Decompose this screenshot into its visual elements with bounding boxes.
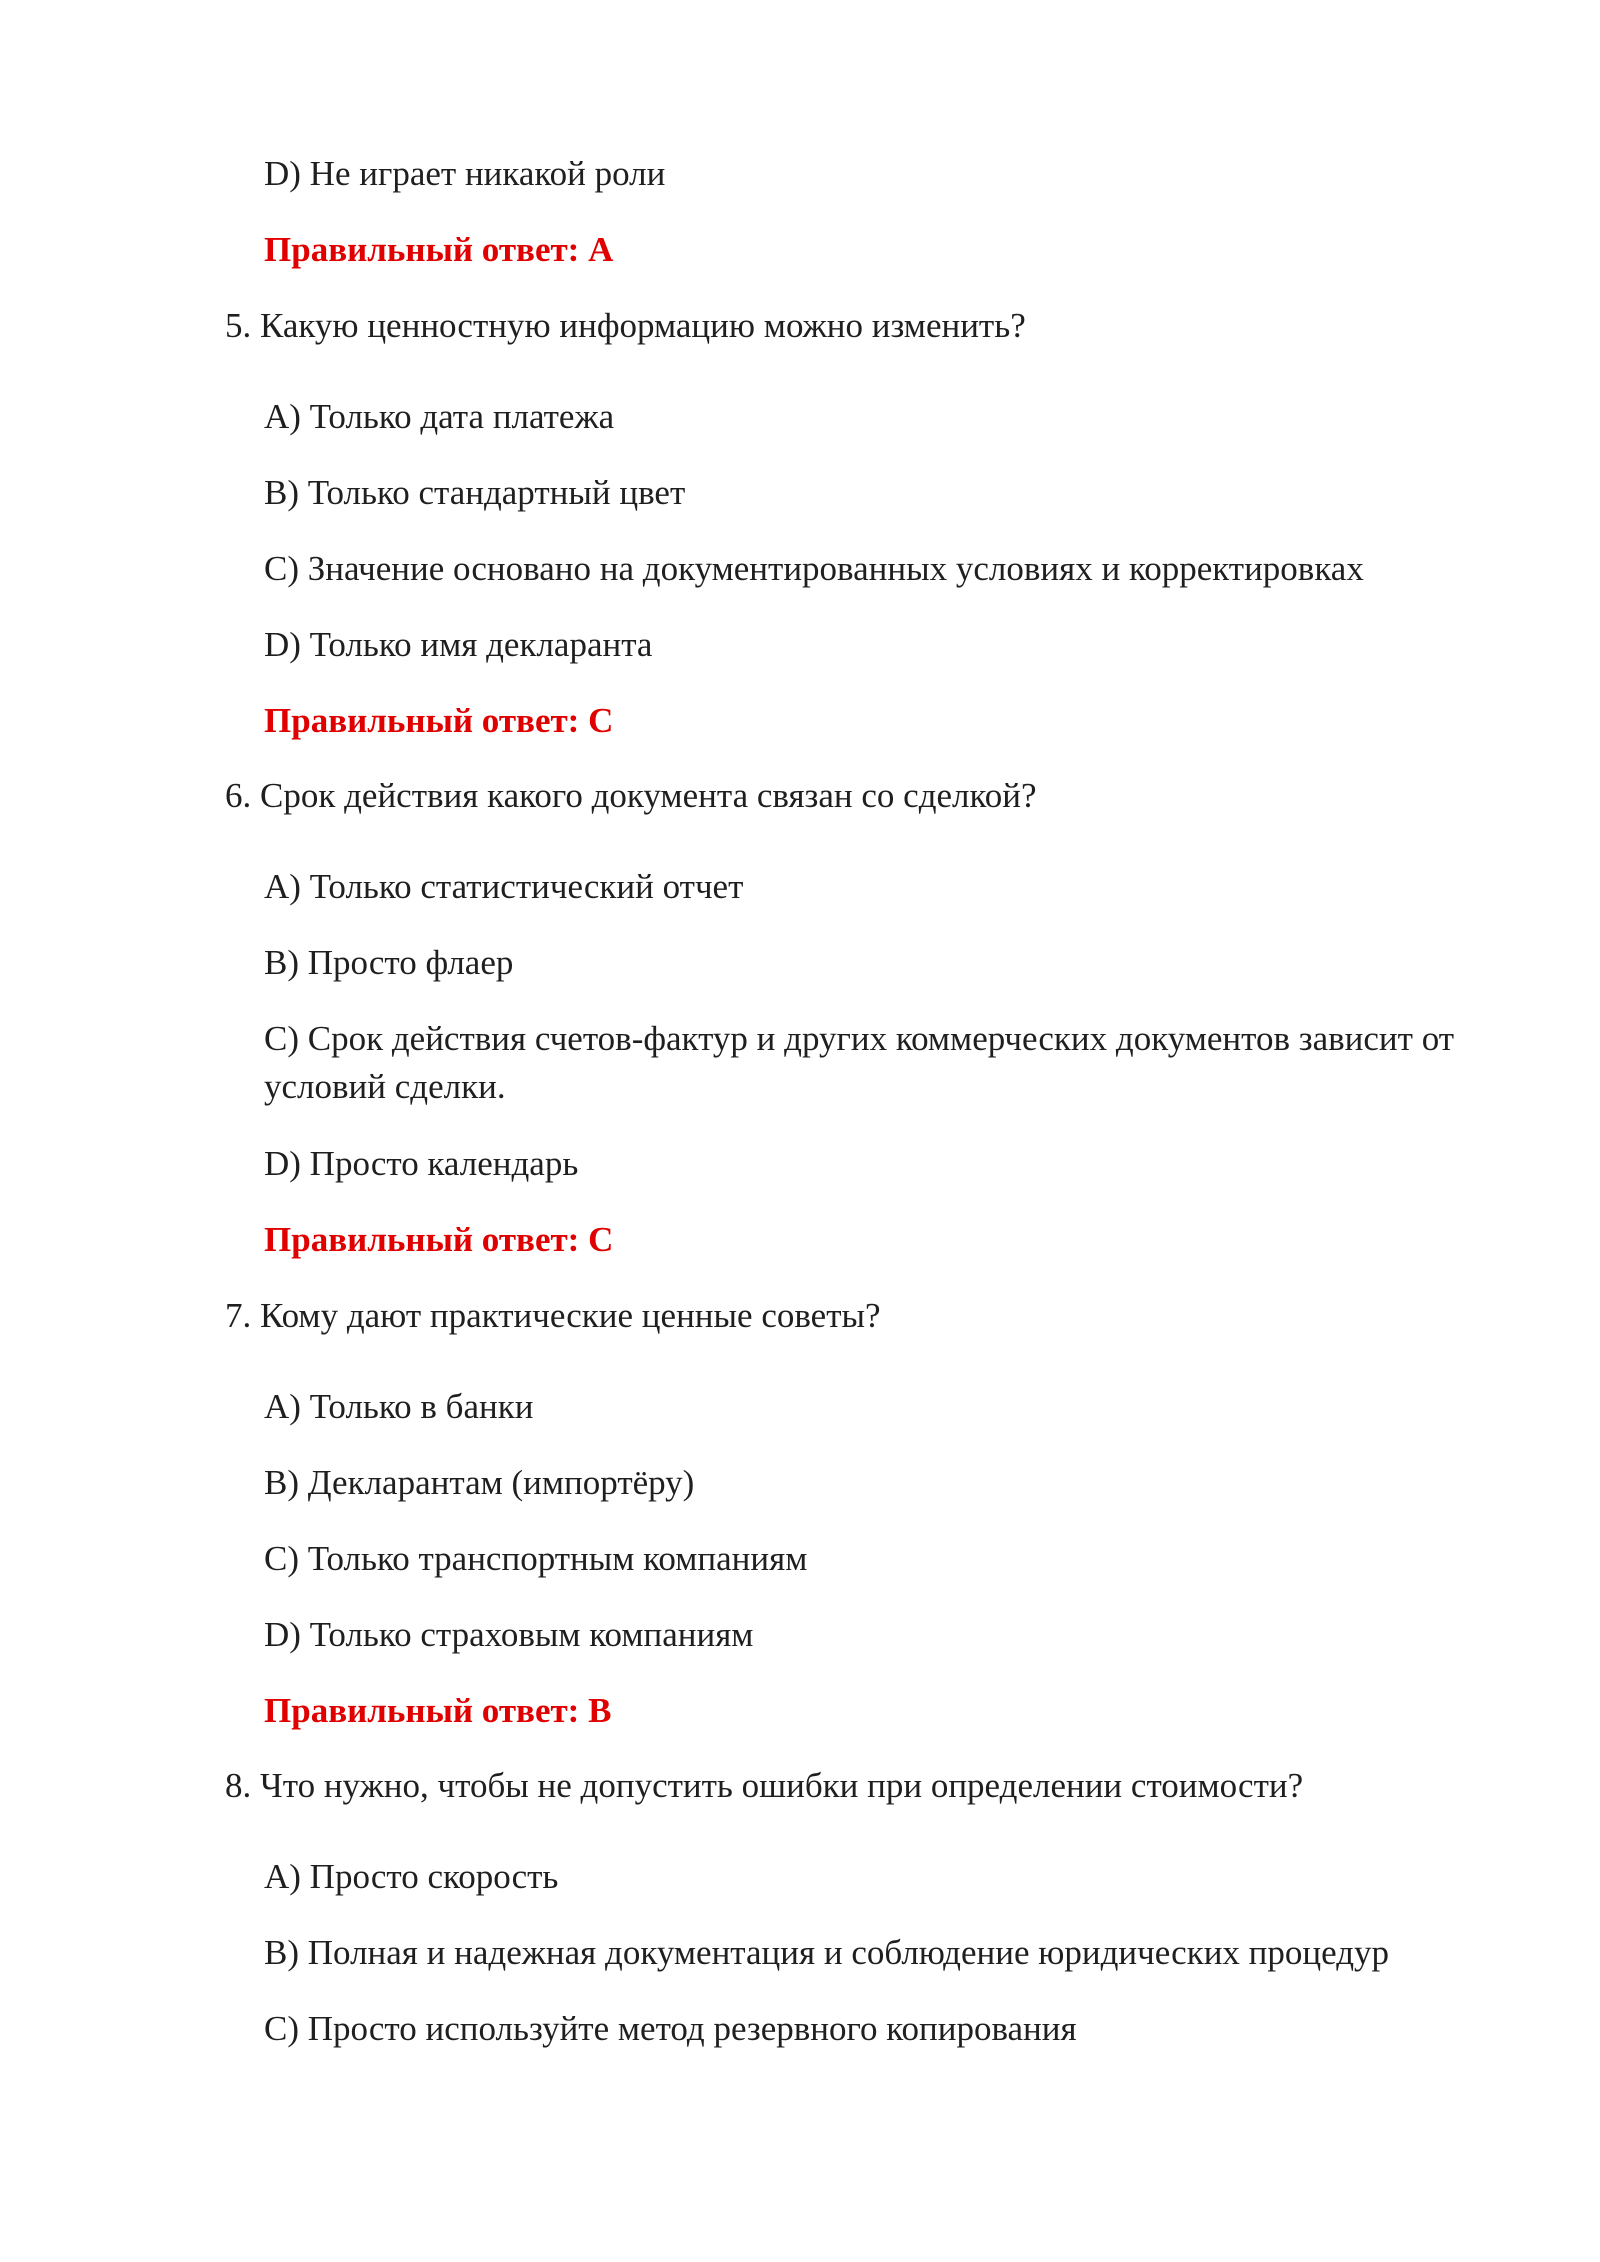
q5-option-d: D) Только имя декларанта <box>264 625 653 664</box>
q6-option-c: C) Срок действия счетов-фактур и других коммерческих документов зависит от условий сделки. <box>264 1019 1455 1106</box>
q5-option-a: A) Только дата платежа <box>264 397 615 436</box>
q5-correct-answer: Правильный ответ: C <box>264 701 614 740</box>
q8-option-b: B) Полная и надежная документация и соблюдение юридических процедур <box>264 1933 1390 1972</box>
q4-correct-answer: Правильный ответ: A <box>264 230 614 269</box>
q7-question: 7. Кому дают практические ценные советы? <box>225 1296 881 1335</box>
q6-option-a: A) Только статистический отчет <box>264 867 744 906</box>
q7-option-a: A) Только в банки <box>264 1387 534 1426</box>
q8-option-a: A) Просто скорость <box>264 1857 559 1896</box>
q5-option-b: B) Только стандартный цвет <box>264 473 686 512</box>
q6-question: 6. Срок действия какого документа связан со сделкой? <box>225 776 1037 815</box>
q7-correct-answer: Правильный ответ: B <box>264 1691 612 1730</box>
q7-option-d: D) Только страховым компаниям <box>264 1615 754 1654</box>
q8-question: 8. Что нужно, чтобы не допустить ошибки при определении стоимости? <box>225 1766 1304 1805</box>
q7-option-c: C) Только транспортным компаниям <box>264 1539 808 1578</box>
q5-option-c: C) Значение основано на документированных условиях и корректировках <box>264 549 1364 588</box>
q5-question: 5. Какую ценностную информацию можно изменить? <box>225 306 1026 345</box>
q8-option-c: C) Просто используйте метод резервного копирования <box>264 2009 1077 2048</box>
q7-option-b: B) Декларантам (импортёру) <box>264 1463 695 1502</box>
q4-option-d: D) Не играет никакой роли <box>264 154 666 193</box>
q6-correct-answer: Правильный ответ: C <box>264 1220 614 1259</box>
q6-option-b: B) Просто флаер <box>264 943 514 982</box>
q6-option-d: D) Просто календарь <box>264 1144 579 1183</box>
